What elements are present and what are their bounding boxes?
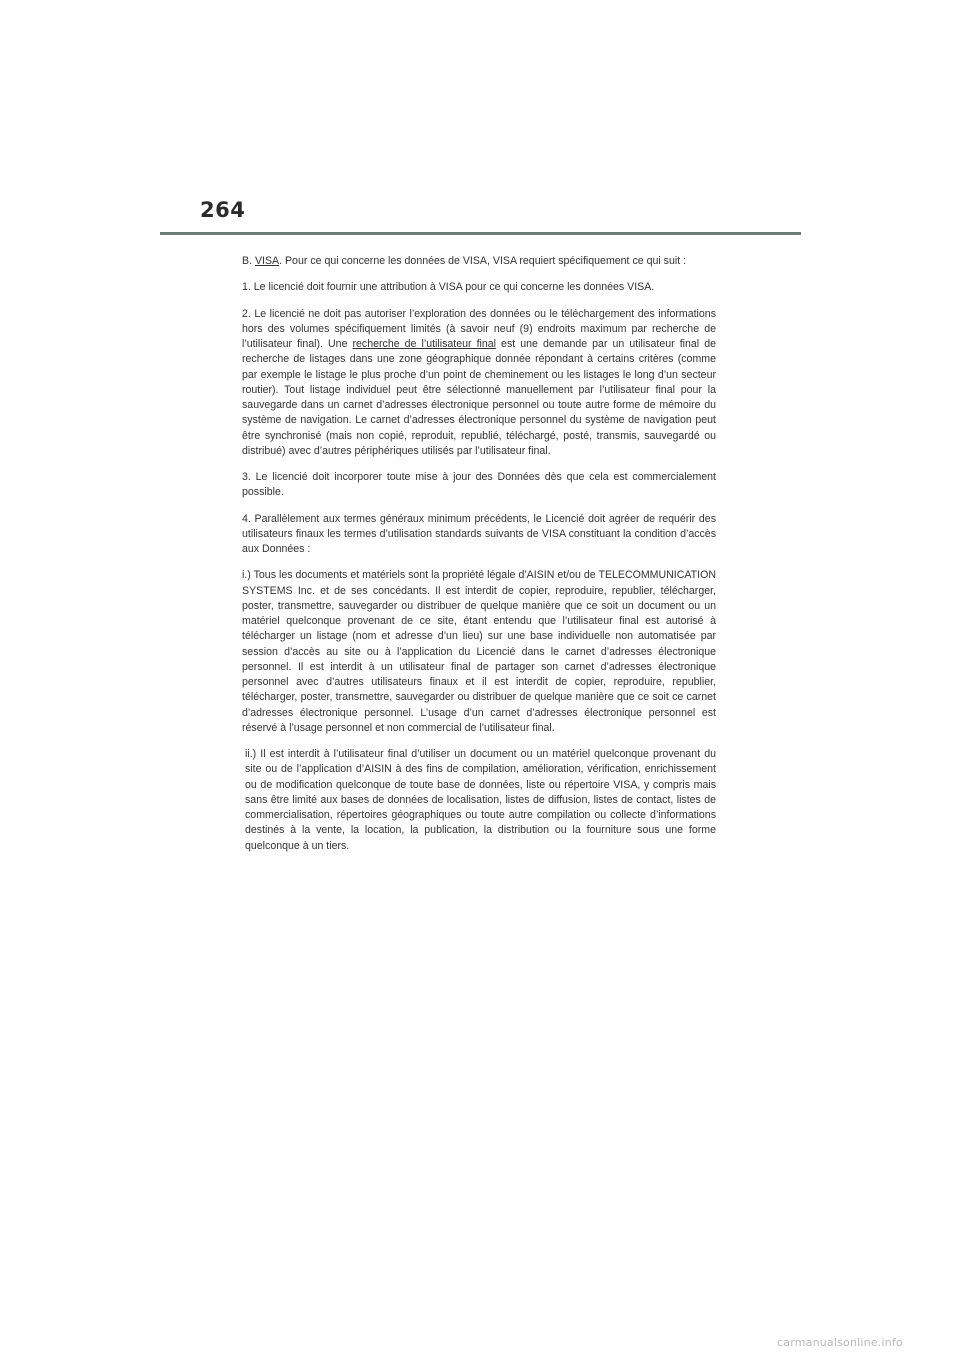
visa-term: VISA xyxy=(254,255,280,267)
paragraph-b-visa xyxy=(242,254,716,269)
paragraph-1: 1. Le licencié doit fournir une attribution à VISA pour ce qui concerne les données VISA. xyxy=(242,281,655,294)
end-user-search-term: recherche de l’utilisateur final xyxy=(352,338,497,350)
document-body xyxy=(242,254,716,865)
watermark-logo: carmanualsonline.info xyxy=(777,1336,903,1349)
paragraph-2 xyxy=(242,307,716,460)
paragraph-3: 3. Le licencié doit incorporer toute mise à jour des Données dès que cela est commercialement possible. xyxy=(242,471,716,499)
paragraph-b-rest: . Pour ce qui concerne les données de VISA, VISA requiert spécifiquement ce qui suit : xyxy=(279,255,687,267)
paragraph-b-prefix: B. xyxy=(242,255,255,267)
paragraph-i: i.) Tous les documents et matériels sont la propriété légale d’AISIN et/ou de TELECOMMUNICATION SYSTEMS Inc. et de ses concédants. Il est interdit de copier, reproduire, republier, télécharger, poster, transmettre, sauvegarder ou distribuer de quelque manière que ce soit un document ou un matériel quelconque provenant de ce site, étant entendu que l’utilisateur final est autorisé à télécharger un listage (nom et adresse d’un lieu) sur une base individuelle non automatisée par session d’accès au site ou à l’application du Licencié dans le carnet d’adresses électronique personnel. Il est interdit à un utilisateur final de partager son carnet d’adresses électronique personnel avec d’autres utilisateurs finaux et il est interdit de copier, reproduire, republier, télécharger, poster, transmettre, sauvegarder ou distribuer de quelque manière que ce soit ce carnet d’adresses électronique personnel. L’usage d’un carnet d’adresses électronique personnel est réservé à l’usage personnel et non commercial de l’utilisateur final. xyxy=(242,569,716,734)
paragraph-4: 4. Parallèlement aux termes généraux minimum précédents, le Licencié doit agréer de requérir des utilisateurs finaux les termes d’utilisation standards suivants de VISA constituant la condition d’accès aux Données : xyxy=(242,512,716,555)
paragraph-2-part1: 2. Le licencié ne doit pas autoriser l’exploration des données ou le téléchargement des informations hors des volumes spécifiquement limités (à savoir neuf (9) endroits maximum par recherche de l’utilisateur final). Une xyxy=(242,307,716,350)
page-number: 264 xyxy=(200,198,246,222)
header-rule xyxy=(160,232,801,235)
paragraph-ii: ii.) Il est interdit à l’utilisateur final d’utiliser un document ou un matériel quelconque provenant du site ou de l’application d’AISIN à des fins de compilation, amélioration, vérification, enrichissement ou de modification quelconque de toute base de données, liste ou répertoire VISA, y compris mais sans être limité aux bases de données de localisation, listes de diffusion, listes de contact, listes de commercialisation, répertoires géographiques ou toute autre compilation ou collecte d’informations destinés à la vente, la location, la publication, la distribution ou la fourniture sous une forme quelconque à un tiers. xyxy=(245,748,716,852)
paragraph-2-part2: est une demande par un utilisateur final de recherche de listages dans une zone géographique donnée répondant à certains critères (comme par exemple le listage le plus proche d’un point de cheminement ou les listages le long d’un secteur routier). Tout listage individuel peut être sélectionné manuellement par l’utilisateur final pour la sauvegarde dans un carnet d’adresses électronique personnel ou toute autre forme de mémoire du système de navigation. Le carnet d’adresses électronique personnel du système de navigation peut être synchronisé (mais non copié, reproduit, republié, téléchargé, posté, transmis, sauvegardé ou distribué) avec d’autres périphériques utilisés par l’utilisateur final. xyxy=(242,338,716,457)
